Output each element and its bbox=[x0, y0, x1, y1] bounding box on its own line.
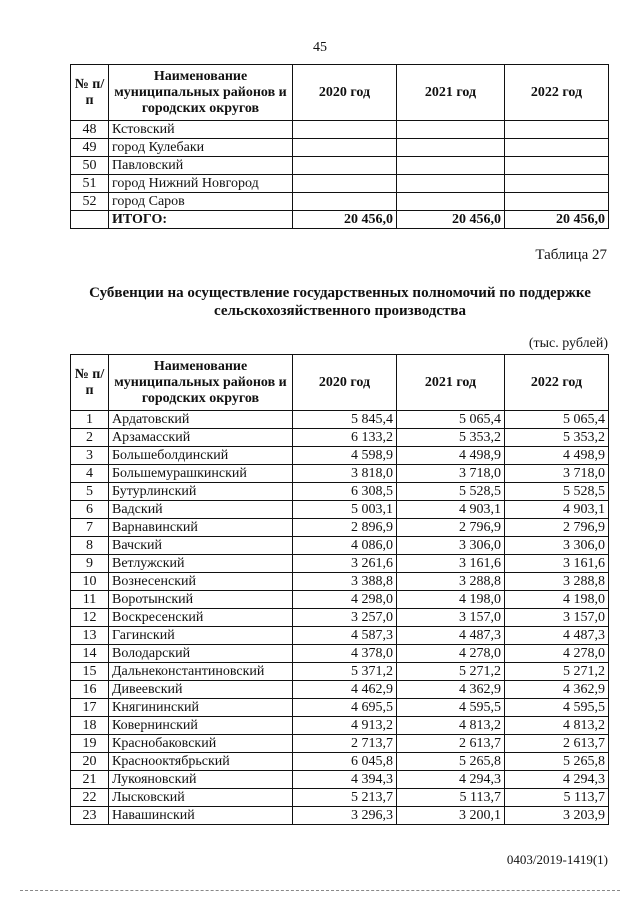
row-name: Воротынский bbox=[109, 591, 293, 609]
row-number: 3 bbox=[71, 447, 109, 465]
row-name: Ветлужский bbox=[109, 555, 293, 573]
row-number: 8 bbox=[71, 537, 109, 555]
table-row bbox=[71, 591, 609, 609]
value-2020: 6 308,5 bbox=[293, 483, 397, 501]
row-number: 49 bbox=[71, 139, 109, 157]
value-2022: 4 198,0 bbox=[505, 591, 609, 609]
value-2021: 5 353,2 bbox=[397, 429, 505, 447]
value-2022: 4 813,2 bbox=[505, 717, 609, 735]
total-2020: 20 456,0 bbox=[293, 211, 397, 229]
row-number: 12 bbox=[71, 609, 109, 627]
value-2020: 2 713,7 bbox=[293, 735, 397, 753]
value-2022: 5 265,8 bbox=[505, 753, 609, 771]
value-2020: 4 394,3 bbox=[293, 771, 397, 789]
row-name: Дальнеконстантиновский bbox=[109, 663, 293, 681]
value-2022: 3 203,9 bbox=[505, 807, 609, 825]
header-num: № п/п bbox=[71, 355, 109, 411]
row-number: 18 bbox=[71, 717, 109, 735]
table-row bbox=[71, 157, 609, 175]
total-num-cell bbox=[71, 211, 109, 229]
value-2022: 3 306,0 bbox=[505, 537, 609, 555]
value-2020: 3 818,0 bbox=[293, 465, 397, 483]
table-row bbox=[71, 663, 609, 681]
row-name: Павловский bbox=[109, 157, 293, 175]
row-number: 20 bbox=[71, 753, 109, 771]
value-2022 bbox=[505, 139, 609, 157]
row-number: 9 bbox=[71, 555, 109, 573]
value-2021 bbox=[397, 121, 505, 139]
value-2021: 5 528,5 bbox=[397, 483, 505, 501]
value-2020 bbox=[293, 139, 397, 157]
value-2020: 6 045,8 bbox=[293, 753, 397, 771]
value-2022: 4 903,1 bbox=[505, 501, 609, 519]
table-row bbox=[71, 645, 609, 663]
table-row bbox=[71, 807, 609, 825]
value-2020: 3 261,6 bbox=[293, 555, 397, 573]
value-2021: 5 265,8 bbox=[397, 753, 505, 771]
value-2022: 3 288,8 bbox=[505, 573, 609, 591]
row-number: 1 bbox=[71, 411, 109, 429]
table-row bbox=[71, 465, 609, 483]
value-2021: 3 288,8 bbox=[397, 573, 505, 591]
row-number: 11 bbox=[71, 591, 109, 609]
row-name: Вознесенский bbox=[109, 573, 293, 591]
value-2021 bbox=[397, 193, 505, 211]
row-name: Княгининский bbox=[109, 699, 293, 717]
value-2021 bbox=[397, 157, 505, 175]
value-2020: 5 213,7 bbox=[293, 789, 397, 807]
value-2022 bbox=[505, 121, 609, 139]
row-name: Лысковский bbox=[109, 789, 293, 807]
table-header-row bbox=[71, 355, 609, 411]
value-2022 bbox=[505, 193, 609, 211]
value-2022: 2 613,7 bbox=[505, 735, 609, 753]
row-number: 6 bbox=[71, 501, 109, 519]
value-2021: 4 294,3 bbox=[397, 771, 505, 789]
value-2022: 3 157,0 bbox=[505, 609, 609, 627]
table-row bbox=[71, 483, 609, 501]
table-27-continuation bbox=[70, 64, 609, 229]
value-2022: 4 294,3 bbox=[505, 771, 609, 789]
table-row bbox=[71, 771, 609, 789]
table-row bbox=[71, 573, 609, 591]
table-row bbox=[71, 139, 609, 157]
table-title-line2: сельскохозяйственного производства bbox=[214, 303, 466, 319]
header-num: № п/п bbox=[71, 65, 109, 121]
value-2022 bbox=[505, 157, 609, 175]
value-2021: 2 796,9 bbox=[397, 519, 505, 537]
row-name: Бутурлинский bbox=[109, 483, 293, 501]
value-2022: 4 595,5 bbox=[505, 699, 609, 717]
table-row bbox=[71, 717, 609, 735]
value-2020: 4 598,9 bbox=[293, 447, 397, 465]
row-name: Дивеевский bbox=[109, 681, 293, 699]
row-number: 4 bbox=[71, 465, 109, 483]
page-bottom-divider bbox=[20, 890, 620, 891]
header-2022: 2022 год bbox=[505, 355, 609, 411]
table-row bbox=[71, 609, 609, 627]
units-label: (тыс. рублей) bbox=[528, 336, 608, 351]
value-2020 bbox=[293, 121, 397, 139]
table-row bbox=[71, 193, 609, 211]
value-2020 bbox=[293, 175, 397, 193]
value-2021: 5 113,7 bbox=[397, 789, 505, 807]
header-2022: 2022 год bbox=[505, 65, 609, 121]
row-name: Ардатовский bbox=[109, 411, 293, 429]
table-header-row bbox=[71, 65, 609, 121]
value-2021: 3 161,6 bbox=[397, 555, 505, 573]
value-2020: 6 133,2 bbox=[293, 429, 397, 447]
value-2020: 5 371,2 bbox=[293, 663, 397, 681]
value-2021: 4 813,2 bbox=[397, 717, 505, 735]
value-2022: 4 487,3 bbox=[505, 627, 609, 645]
header-name: Наименование муниципальных районов и городских округов bbox=[109, 355, 293, 411]
row-name: Арзамасский bbox=[109, 429, 293, 447]
row-name: Володарский bbox=[109, 645, 293, 663]
value-2020: 3 388,8 bbox=[293, 573, 397, 591]
table-label: Таблица 27 bbox=[535, 247, 607, 263]
table-row bbox=[71, 519, 609, 537]
value-2020: 4 086,0 bbox=[293, 537, 397, 555]
value-2020: 4 695,5 bbox=[293, 699, 397, 717]
row-name: город Кулебаки bbox=[109, 139, 293, 157]
table-row bbox=[71, 681, 609, 699]
row-number: 14 bbox=[71, 645, 109, 663]
row-name: Краснобаковский bbox=[109, 735, 293, 753]
table-title-line1: Субвенции на осуществление государственных полномочий по поддержке bbox=[89, 285, 591, 301]
row-number: 50 bbox=[71, 157, 109, 175]
table-row bbox=[71, 447, 609, 465]
value-2020: 4 587,3 bbox=[293, 627, 397, 645]
table-row bbox=[71, 699, 609, 717]
row-number: 17 bbox=[71, 699, 109, 717]
table-row bbox=[71, 175, 609, 193]
value-2020: 4 913,2 bbox=[293, 717, 397, 735]
value-2020: 4 298,0 bbox=[293, 591, 397, 609]
row-name: Большеболдинский bbox=[109, 447, 293, 465]
value-2022: 2 796,9 bbox=[505, 519, 609, 537]
row-number: 23 bbox=[71, 807, 109, 825]
row-name: Краснооктябрьский bbox=[109, 753, 293, 771]
row-number: 15 bbox=[71, 663, 109, 681]
row-name: Вачский bbox=[109, 537, 293, 555]
table-row bbox=[71, 429, 609, 447]
value-2021: 5 271,2 bbox=[397, 663, 505, 681]
page-number: 45 bbox=[313, 40, 327, 55]
value-2020: 3 296,3 bbox=[293, 807, 397, 825]
value-2020: 3 257,0 bbox=[293, 609, 397, 627]
value-2021: 4 198,0 bbox=[397, 591, 505, 609]
value-2020 bbox=[293, 193, 397, 211]
subventions-table bbox=[70, 354, 609, 825]
value-2021: 4 487,3 bbox=[397, 627, 505, 645]
header-2021: 2021 год bbox=[397, 65, 505, 121]
row-name: Гагинский bbox=[109, 627, 293, 645]
value-2021: 3 306,0 bbox=[397, 537, 505, 555]
row-number: 7 bbox=[71, 519, 109, 537]
value-2022: 3 161,6 bbox=[505, 555, 609, 573]
total-2021: 20 456,0 bbox=[397, 211, 505, 229]
table-row bbox=[71, 537, 609, 555]
row-name: город Нижний Новгород bbox=[109, 175, 293, 193]
row-number: 10 bbox=[71, 573, 109, 591]
row-number: 16 bbox=[71, 681, 109, 699]
value-2020: 4 462,9 bbox=[293, 681, 397, 699]
value-2022: 4 362,9 bbox=[505, 681, 609, 699]
table-row bbox=[71, 501, 609, 519]
row-name: Варнавинский bbox=[109, 519, 293, 537]
value-2020: 5 845,4 bbox=[293, 411, 397, 429]
value-2021: 3 718,0 bbox=[397, 465, 505, 483]
value-2020 bbox=[293, 157, 397, 175]
table-row bbox=[71, 735, 609, 753]
value-2021: 3 200,1 bbox=[397, 807, 505, 825]
row-name: Воскресенский bbox=[109, 609, 293, 627]
table-row bbox=[71, 555, 609, 573]
row-number: 13 bbox=[71, 627, 109, 645]
row-name: Ковернинский bbox=[109, 717, 293, 735]
table-row bbox=[71, 121, 609, 139]
value-2022: 5 113,7 bbox=[505, 789, 609, 807]
row-number: 5 bbox=[71, 483, 109, 501]
value-2021: 4 362,9 bbox=[397, 681, 505, 699]
value-2021: 4 278,0 bbox=[397, 645, 505, 663]
header-2020: 2020 год bbox=[293, 355, 397, 411]
value-2022: 4 278,0 bbox=[505, 645, 609, 663]
table-row bbox=[71, 753, 609, 771]
document-code: 0403/2019-1419(1) bbox=[506, 852, 608, 867]
value-2021: 2 613,7 bbox=[397, 735, 505, 753]
value-2021: 5 065,4 bbox=[397, 411, 505, 429]
row-number: 2 bbox=[71, 429, 109, 447]
row-name: Кстовский bbox=[109, 121, 293, 139]
value-2021: 4 498,9 bbox=[397, 447, 505, 465]
value-2022: 3 718,0 bbox=[505, 465, 609, 483]
value-2020: 5 003,1 bbox=[293, 501, 397, 519]
table-row bbox=[71, 411, 609, 429]
table-title bbox=[60, 284, 620, 320]
value-2022: 5 271,2 bbox=[505, 663, 609, 681]
total-2022: 20 456,0 bbox=[505, 211, 609, 229]
row-number: 21 bbox=[71, 771, 109, 789]
total-row bbox=[71, 211, 609, 229]
header-2021: 2021 год bbox=[397, 355, 505, 411]
value-2022: 4 498,9 bbox=[505, 447, 609, 465]
value-2022 bbox=[505, 175, 609, 193]
row-name: город Саров bbox=[109, 193, 293, 211]
row-number: 19 bbox=[71, 735, 109, 753]
value-2022: 5 065,4 bbox=[505, 411, 609, 429]
value-2020: 4 378,0 bbox=[293, 645, 397, 663]
value-2021: 4 903,1 bbox=[397, 501, 505, 519]
value-2021: 4 595,5 bbox=[397, 699, 505, 717]
value-2022: 5 528,5 bbox=[505, 483, 609, 501]
header-name: Наименование муниципальных районов и городских округов bbox=[109, 65, 293, 121]
row-name: Лукояновский bbox=[109, 771, 293, 789]
row-number: 52 bbox=[71, 193, 109, 211]
row-name: Вадский bbox=[109, 501, 293, 519]
table-row bbox=[71, 627, 609, 645]
table-row bbox=[71, 789, 609, 807]
row-name: Навашинский bbox=[109, 807, 293, 825]
row-number: 22 bbox=[71, 789, 109, 807]
header-2020: 2020 год bbox=[293, 65, 397, 121]
value-2021 bbox=[397, 139, 505, 157]
row-number: 48 bbox=[71, 121, 109, 139]
total-label: ИТОГО: bbox=[109, 211, 293, 229]
value-2020: 2 896,9 bbox=[293, 519, 397, 537]
row-name: Большемурашкинский bbox=[109, 465, 293, 483]
value-2021: 3 157,0 bbox=[397, 609, 505, 627]
value-2021 bbox=[397, 175, 505, 193]
value-2022: 5 353,2 bbox=[505, 429, 609, 447]
row-number: 51 bbox=[71, 175, 109, 193]
